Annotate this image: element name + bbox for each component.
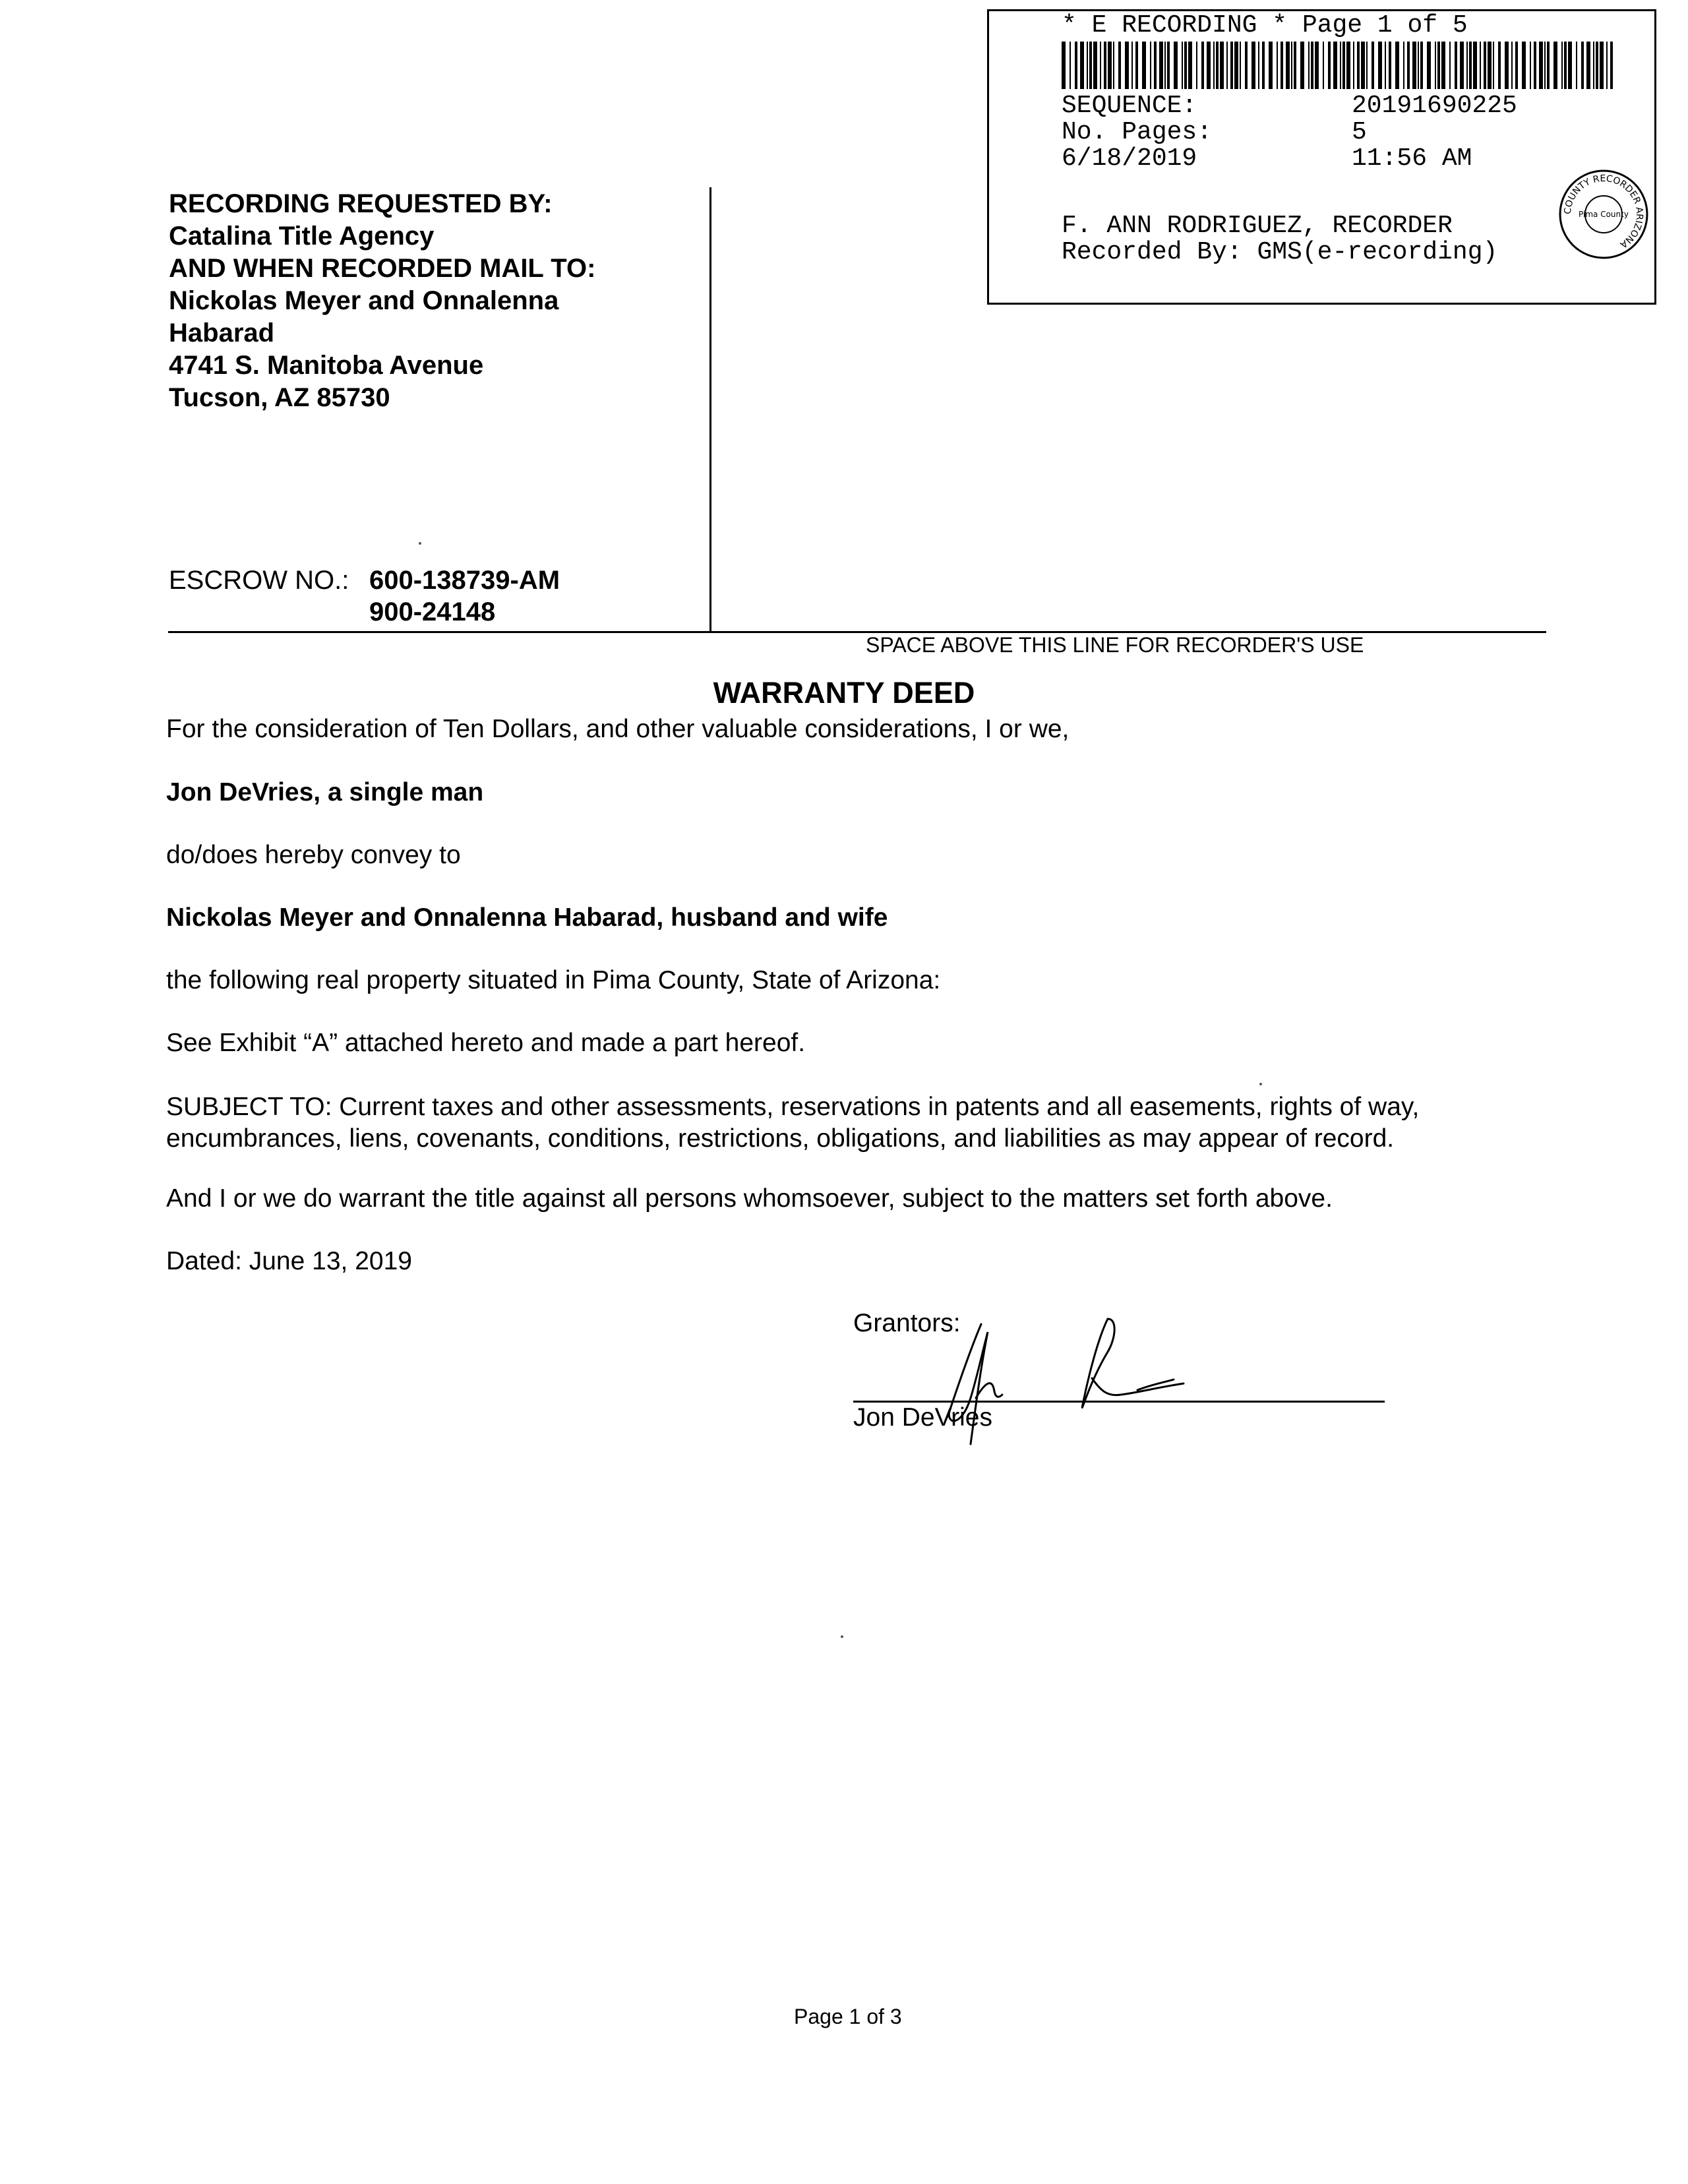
barcode-bar (1125, 42, 1129, 89)
barcode-bar (1534, 42, 1536, 89)
recording-date: 6/18/2019 (1062, 144, 1197, 173)
barcode-bar (1070, 42, 1071, 89)
pages-value: 5 (1352, 118, 1367, 146)
mail-to-name-line2: Habarad (169, 318, 275, 348)
document-title: WARRANTY DEED (713, 676, 975, 710)
barcode-bar (1245, 42, 1248, 89)
barcode-bar (1539, 42, 1543, 89)
barcode-bar (1437, 42, 1440, 89)
property-text: the following real property situated in Pima County, State of Arizona: (166, 966, 941, 994)
barcode-bar (1131, 42, 1133, 89)
barcode-bar (1142, 42, 1146, 89)
barcode-bar (1230, 42, 1233, 89)
barcode-bar (1167, 42, 1170, 89)
barcode (1062, 42, 1615, 89)
barcode-bar (1281, 42, 1283, 89)
barcode-bar (1395, 42, 1399, 89)
barcode-bar (1361, 42, 1365, 89)
barcode-bar (1240, 42, 1241, 89)
barcode-bar (1080, 42, 1084, 89)
barcode-bar (1196, 42, 1197, 89)
barcode-bar (1118, 42, 1121, 89)
barcode-bar (1449, 42, 1451, 89)
barcode-bar (1511, 42, 1513, 89)
requested-by: Catalina Title Agency (169, 222, 435, 251)
barcode-bar (1493, 42, 1494, 89)
grantor-name: Jon DeVries, a single man (166, 778, 484, 806)
escrow-number-2: 900-24148 (369, 597, 496, 626)
barcode-bar (1466, 42, 1468, 89)
convey-text: do/does hereby convey to (166, 841, 461, 869)
barcode-bar (1561, 42, 1563, 89)
barcode-bar (1277, 42, 1278, 89)
space-above-note: SPACE ABOVE THIS LINE FOR RECORDER'S USE (866, 633, 1364, 657)
barcode-bar (1581, 42, 1584, 89)
barcode-bar (1544, 42, 1546, 89)
subject-to-text: SUBJECT TO: Current taxes and other assessments, reservations in patents and all easements, rights of way, encumbrances, liens, covenants, conditions, restrictions, obligations, and liabilities as may appear of record. (166, 1093, 1420, 1153)
barcode-bar (1606, 42, 1608, 89)
warrant-text: And I or we do warrant the title against all persons whomsoever, subject to the matters set forth above. (166, 1184, 1333, 1213)
recording-request-block (169, 188, 595, 414)
mail-to-name-line1: Nickolas Meyer and Onnalenna (169, 286, 559, 315)
barcode-bar (1174, 42, 1178, 89)
barcode-bar (1201, 42, 1204, 89)
barcode-bar (1372, 42, 1374, 89)
grantee-name: Nickolas Meyer and Onnalenna Habarad, husband and wife (166, 903, 888, 932)
barcode-bar (1455, 42, 1457, 89)
barcode-bar (1300, 42, 1304, 89)
svg-text:Pima County: Pima County (1579, 210, 1629, 219)
recording-time: 11:56 AM (1352, 144, 1472, 173)
barcode-bar (1469, 42, 1472, 89)
barcode-bar (1412, 42, 1416, 89)
barcode-bar (1460, 42, 1464, 89)
stamp-header: * E RECORDING * Page 1 of 5 (1062, 11, 1468, 40)
barcode-bar (1498, 42, 1501, 89)
barcode-bar (1087, 42, 1088, 89)
address-line2: Tucson, AZ 85730 (169, 383, 390, 412)
sequence-label: SEQUENCE: (1062, 92, 1197, 120)
barcode-bar (1530, 42, 1531, 89)
barcode-bar (1216, 42, 1219, 89)
consideration-text: For the consideration of Ten Dollars, and other valuable considerations, I or we, (166, 715, 1070, 743)
barcode-bar (1357, 42, 1360, 89)
barcode-bar (1593, 42, 1594, 89)
barcode-bar (1184, 42, 1187, 89)
barcode-bar (1342, 42, 1345, 89)
barcode-bar (1291, 42, 1292, 89)
barcode-bar (1262, 42, 1265, 89)
barcode-bar (1182, 42, 1183, 89)
barcode-bar (1586, 42, 1590, 89)
barcode-bar (1113, 42, 1114, 89)
svg-text:COUNTY RECORDER ARIZONA: COUNTY RECORDER ARIZONA (1562, 173, 1645, 250)
barcode-bar (1340, 42, 1341, 89)
barcode-bar (1346, 42, 1350, 89)
barcode-bar (1547, 42, 1550, 89)
barcode-bar (1093, 42, 1097, 89)
barcode-bar (1385, 42, 1386, 89)
escrow-label: ESCROW NO.: (169, 566, 349, 595)
barcode-bar (1269, 42, 1273, 89)
barcode-bar (1366, 42, 1368, 89)
barcode-bar (1488, 42, 1492, 89)
barcode-bar (1353, 42, 1354, 89)
dated-text: Dated: June 13, 2019 (166, 1247, 412, 1275)
escrow-number-1: 600-138739-AM (369, 566, 560, 595)
barcode-bar (1089, 42, 1092, 89)
scan-speck (419, 542, 421, 545)
barcode-bar (1403, 42, 1404, 89)
barcode-bar (1435, 42, 1436, 89)
barcode-bar (1311, 42, 1313, 89)
barcode-bar (1564, 42, 1567, 89)
requested-by-label: RECORDING REQUESTED BY: (169, 189, 553, 218)
recorder-name: F. ANN RODRIGUEZ, RECORDER (1062, 212, 1453, 240)
signer-name: Jon DeVries (853, 1403, 992, 1432)
barcode-bar (1473, 42, 1477, 89)
barcode-bar (1576, 42, 1577, 89)
barcode-bar (1441, 42, 1445, 89)
barcode-bar (1328, 42, 1331, 89)
barcode-bar (1104, 42, 1106, 89)
barcode-bar (1323, 42, 1324, 89)
barcode-bar (1207, 42, 1211, 89)
barcode-bar (1484, 42, 1486, 89)
barcode-bar (1258, 42, 1259, 89)
barcode-bar (1100, 42, 1101, 89)
barcode-bar (1568, 42, 1572, 89)
barcode-bar (1159, 42, 1163, 89)
scan-speck (1259, 1083, 1262, 1085)
barcode-bar (1286, 42, 1290, 89)
barcode-bar (1108, 42, 1112, 89)
barcode-bar (1333, 42, 1337, 89)
barcode-bar (1378, 42, 1382, 89)
address-line1: 4741 S. Manitoba Avenue (169, 351, 484, 380)
mail-to-label: AND WHEN RECORDED MAIL TO: (169, 254, 596, 283)
barcode-bar (1427, 42, 1431, 89)
barcode-bar (1154, 42, 1157, 89)
barcode-bar (1150, 42, 1151, 89)
barcode-bar (1407, 42, 1410, 89)
barcode-bar (1522, 42, 1526, 89)
signature-line (853, 1401, 1385, 1403)
barcode-bar (1596, 42, 1598, 89)
barcode-bar (1213, 42, 1215, 89)
vertical-divider (709, 187, 711, 632)
barcode-bar (1553, 42, 1557, 89)
barcode-bar (1226, 42, 1228, 89)
barcode-bar (1480, 42, 1481, 89)
scan-speck (841, 1635, 843, 1638)
barcode-bar (1075, 42, 1077, 89)
barcode-bar (1234, 42, 1238, 89)
barcode-bar (1315, 42, 1319, 89)
barcode-bar (1420, 42, 1423, 89)
barcode-bar (1135, 42, 1138, 89)
barcode-bar (1164, 42, 1166, 89)
recorder-stamp (987, 9, 1656, 305)
barcode-bar (1389, 42, 1391, 89)
barcode-bar (1308, 42, 1310, 89)
pages-label: No. Pages: (1062, 118, 1213, 146)
county-recorder-seal (1557, 168, 1650, 260)
barcode-bar (1251, 42, 1255, 89)
barcode-bar (1600, 42, 1604, 89)
sequence-value: 20191690225 (1352, 92, 1517, 120)
barcode-bar (1515, 42, 1518, 89)
barcode-bar (1505, 42, 1509, 89)
barcode-bar (1188, 42, 1192, 89)
handwritten-signature (910, 1306, 1200, 1457)
barcode-bar (1220, 42, 1224, 89)
barcode-bar (1294, 42, 1296, 89)
page-footer: Page 1 of 3 (794, 2005, 902, 2028)
exhibit-text: See Exhibit “A” attached hereto and made a part hereof. (166, 1029, 806, 1057)
barcode-bar (1418, 42, 1419, 89)
barcode-bar (1610, 42, 1613, 89)
grantors-label: Grantors: (853, 1309, 961, 1337)
barcode-bar (1062, 42, 1066, 89)
recorded-by: Recorded By: GMS(e-recording) (1062, 238, 1498, 266)
